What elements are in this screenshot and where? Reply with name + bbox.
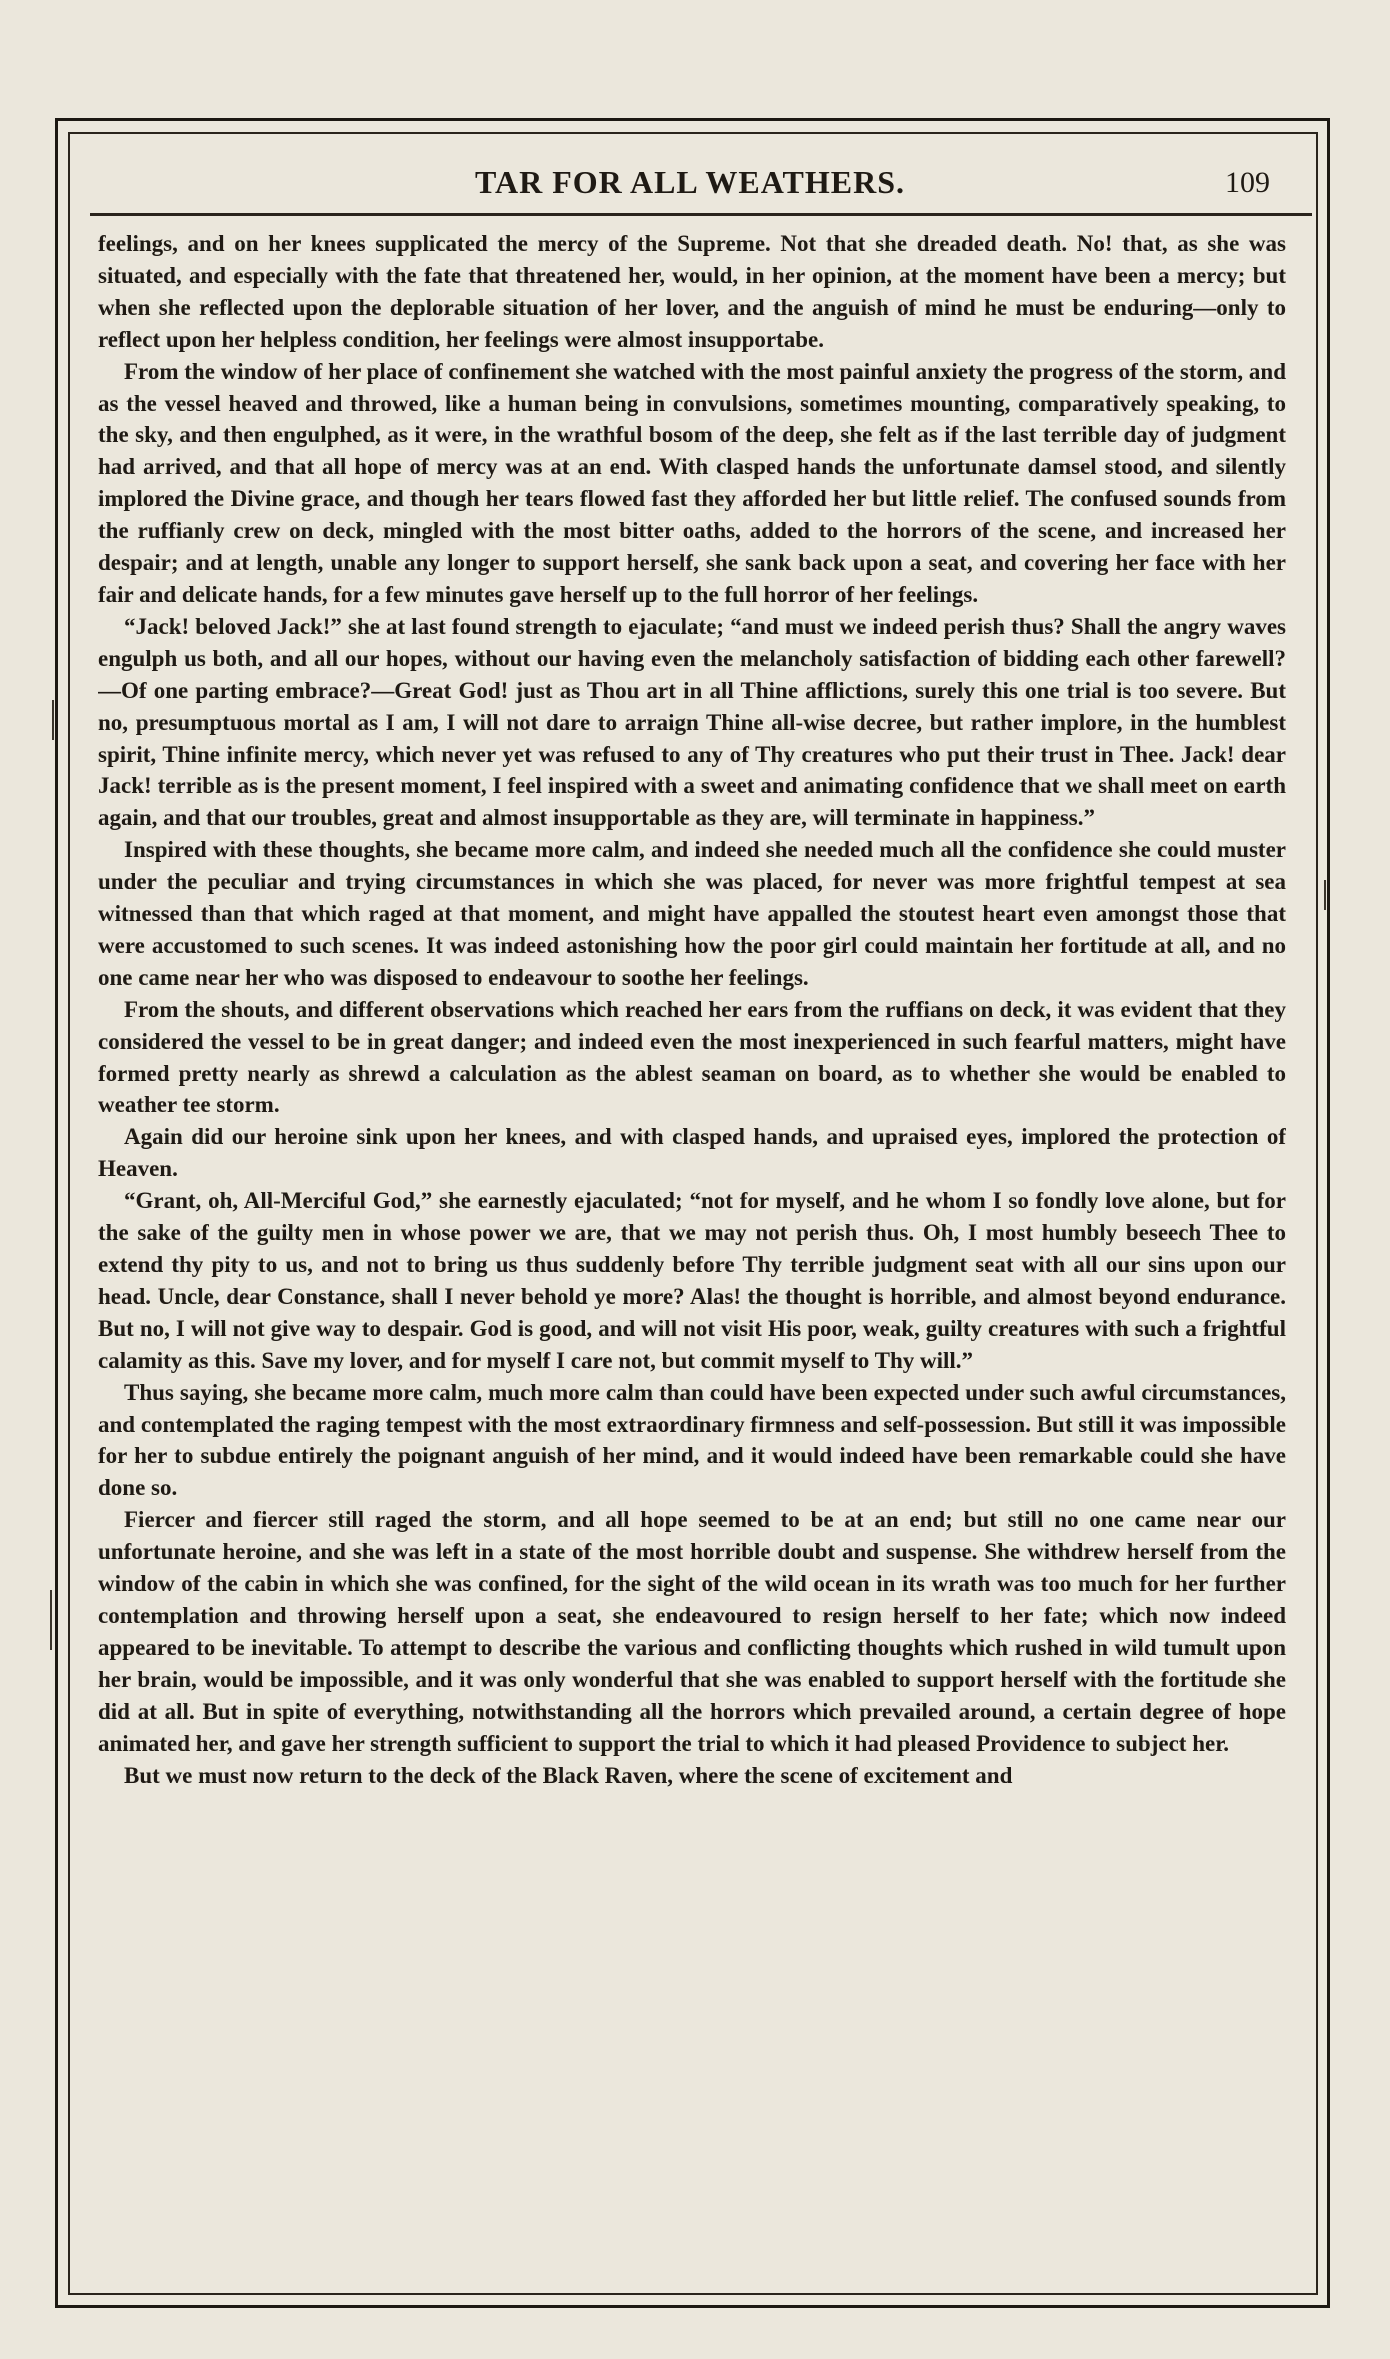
page-header [90,160,1290,206]
margin-mark [1324,880,1326,910]
margin-mark [50,1590,52,1650]
header-rule [90,213,1312,216]
paragraph: Fiercer and fiercer still raged the storm, and all hope seemed to be at an end; but still no one came near our unfortunate heroine, and she was left in a state of the most horrible doubt and suspense. She withdrew herself from the window of the cabin in which she was confined, for the sight of the wild ocean in its wrath was too much for her further contemplation and throwing herself upon a seat, she endeavoured to resign herself to her fate; which now indeed appeared to be inevitable. To attempt to describe the various and conflicting thoughts which rushed in wild tumult upon her brain, would be impossible, and it was only wonderful that she was enabled to support herself with the fortitude she did at all. But in spite of everything, notwithstanding all the horrors which prevailed around, a certain degree of hope animated her, and gave her strength sufficient to support the trial to which it had pleased Providence to subject her. [98,1507,1286,1756]
paragraph: But we must now return to the deck of the Black Raven, where the scene of excitement and [124,1762,1013,1788]
paragraph: From the shouts, and different observations which reached her ears from the ruffians on deck, it was evident that they considered the vessel to be in great danger; and indeed even the most inexperienced in such fearful matters, might have formed pretty nearly as shrewd a calculation as the ablest seaman on board, as to whether she would be enabled to weather tee storm. [98,996,1286,1118]
paragraph: “Grant, oh, All-Merciful God,” she earnestly ejaculated; “not for myself, and he whom I so fondly love alone, but for the sake of the guilty men in whose power we are, that we may not perish thus. Oh, I most humbly beseech Thee to extend thy pity to us, and not to bring us thus suddenly before Thy terrible judgment seat with all our sins upon our head. Uncle, dear Constance, shall I never behold ye more? Alas! the thought is horrible, and almost beyond endurance. But no, I will not give way to despair. God is good, and will not visit His poor, weak, guilty creatures with such a frightful calamity as this. Save my lover, and for myself I care not, but commit myself to Thy will.” [98,1188,1286,1373]
paragraph: “Jack! beloved Jack!” she at last found strength to ejaculate; “and must we indeed perish thus? Shall the angry waves engulph us both, and all our hopes, without our having even the melancholy satisfaction of bidding each other farewell?—Of one parting embrace?—Great God! just as Thou art in all Thine afflictions, surely this one trial is too severe. But no, presumptuous mortal as I am, I will not dare to arraign Thine all-wise decree, but rather implore, in the humblest spirit, Thine infinite mercy, which never yet was refused to any of Thy creatures who put their trust in Thee. Jack! dear Jack! terrible as is the present moment, I feel inspired with a sweet and animating confidence that we shall meet on earth again, and that our troubles, great and almost insupportable as they are, will terminate in happiness.” [98,613,1286,831]
body-text [98,228,1286,2278]
page-number: 109 [1225,166,1270,199]
running-title: TAR FOR ALL WEATHERS. [475,164,905,200]
paragraph: feelings, and on her knees supplicated the mercy of the Supreme. Not that she dreaded death. No! that, as she was situated, and especially with the fate that threatened her, would, in her opinion, at the moment have been a mercy; but when she reflected upon the deplorable situation of her lover, and the anguish of mind he must be enduring—only to reflect upon her helpless condition, her feelings were almost insupportabe. [98,231,1286,352]
paragraph: Thus saying, she became more calm, much more calm than could have been expected under such awful circumstances, and contemplated the raging tempest with the most extraordinary firmness and self-possession. But still it was impossible for her to subdue entirely the poignant anguish of her mind, and it would indeed have been remarkable could she have done so. [98,1379,1286,1501]
margin-mark [52,700,54,740]
paragraph: Again did our heroine sink upon her knees, and with clasped hands, and upraised eyes, implored the protection of Heaven. [98,1124,1286,1182]
paragraph: From the window of her place of confinement she watched with the most painful anxiety the progress of the storm, and as the vessel heaved and throwed, like a human being in convulsions, sometimes mounting, comparatively speaking, to the sky, and then engulphed, as it were, in the wrathful bosom of the deep, she felt as if the last terrible day of judgment had arrived, and that all hope of mercy was at an end. With clasped hands the unfortunate damsel stood, and silently implored the Divine grace, and though her tears flowed fast they afforded her but little relief. The confused sounds from the ruffianly crew on deck, mingled with the most bitter oaths, added to the horrors of the scene, and increased her despair; and at length, unable any longer to support herself, she sank back upon a seat, and covering her face with her fair and delicate hands, for a few minutes gave herself up to the full horror of her feelings. [98,358,1286,607]
paragraph: Inspired with these thoughts, she became more calm, and indeed she needed much all the confidence she could muster under the peculiar and trying circumstances in which she was placed, for never was more frightful tempest at sea witnessed than that which raged at that moment, and might have appalled the stoutest heart even amongst those that were accustomed to such scenes. It was indeed astonishing how the poor girl could maintain her fortitude at all, and no one came near her who was disposed to endeavour to soothe her feelings. [98,837,1286,990]
